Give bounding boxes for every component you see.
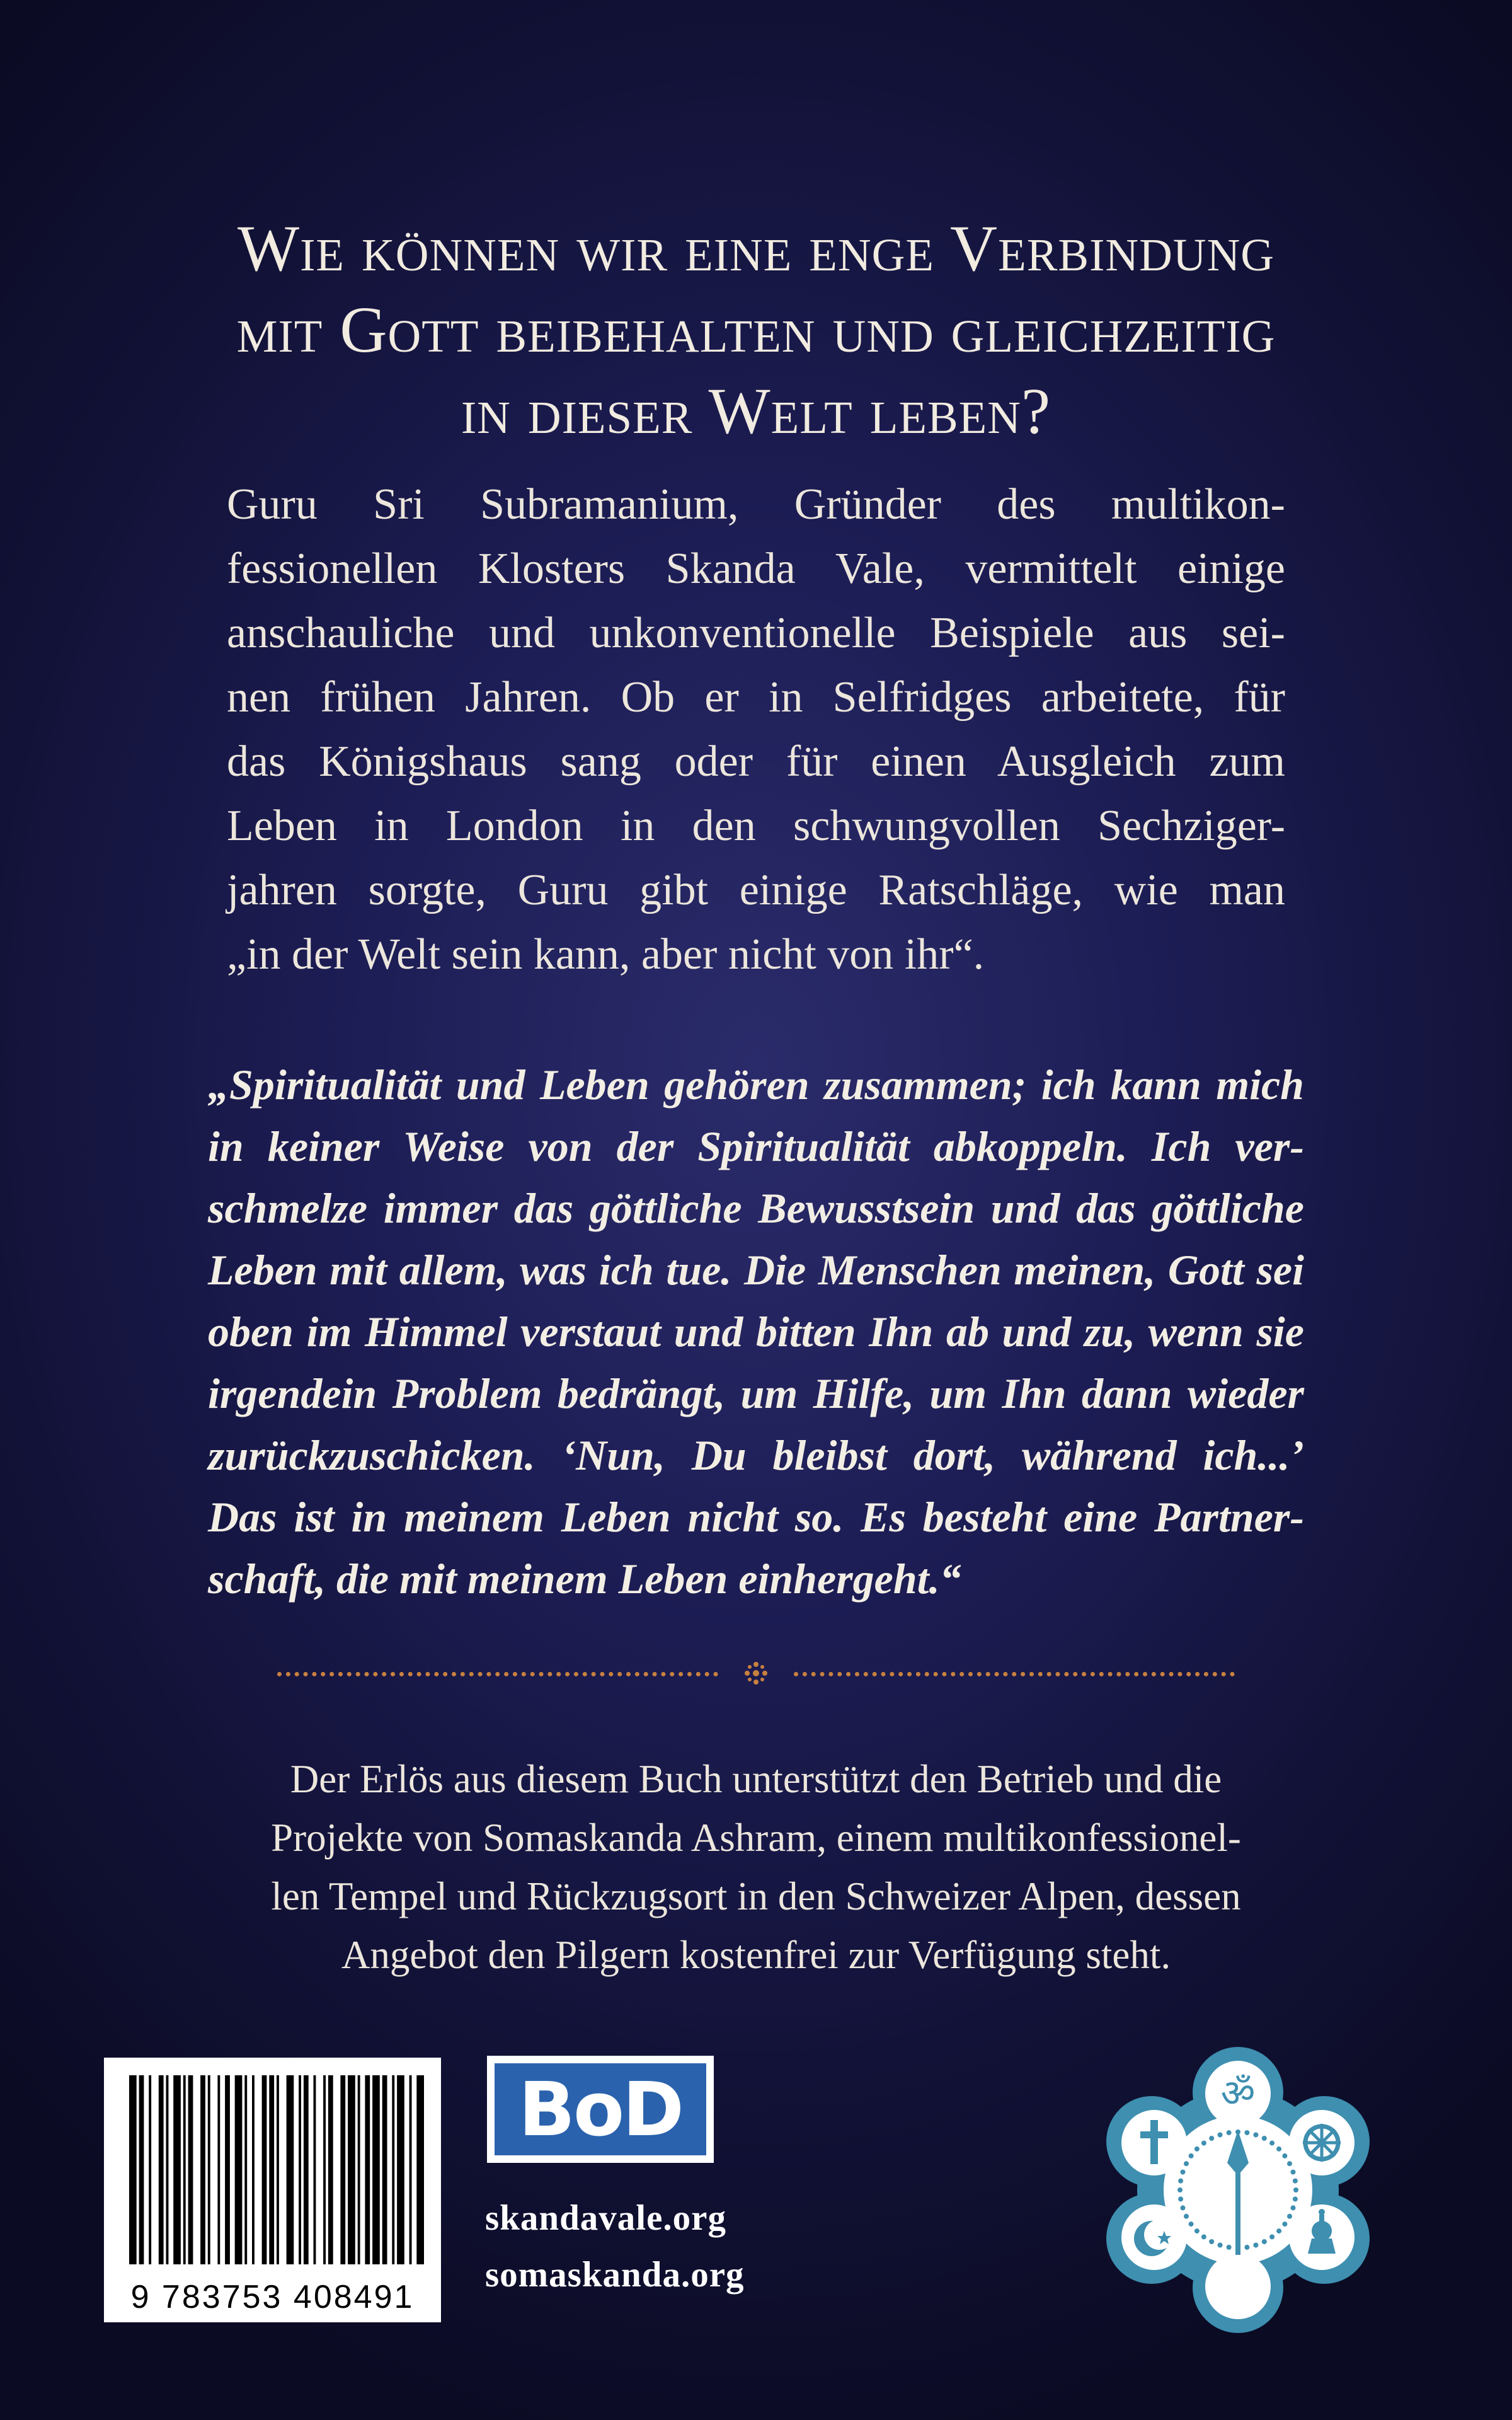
flower-ornament-icon [737,1657,775,1689]
footer-line: Der Erlös aus diesem Buch unterstützt den Betrieb und die [290,1757,1222,1801]
heading-line: Wie können wir eine enge Verbindung [237,212,1275,285]
description-line: jahren sorgte, Guru gibt einige Ratschläge, wie man [227,866,1285,914]
isbn-barcode [104,2058,441,2322]
om-icon [1221,2071,1256,2116]
website-link: skandavale.org [485,2198,726,2238]
description-line: Leben in London in den schwungvollen Sechziger- [227,802,1285,850]
website-list [485,2190,745,2303]
divider-dots-left [277,1672,718,1676]
quote-line: Leben mit allem, was ich tue. Die Menschen meinen, Gott sei [208,1246,1304,1294]
heading-line: in dieser Welt leben? [461,375,1051,447]
quote-line: oben im Himmel verstaut und bitten Ihn ab und zu, wenn sie [208,1308,1304,1356]
website-link: somaskanda.org [485,2255,745,2295]
cover-heading [0,208,1512,452]
quote-line: Das ist in meinem Leben nicht so. Es besteht eine Partner- [208,1493,1304,1541]
dharma-wheel-icon [1303,2124,1341,2162]
heading-line: mit Gott beibehalten und gleichzeitig [236,294,1276,366]
description-line: das Königshaus sang oder für einen Ausgleich zum [227,737,1285,786]
guru-quote [208,1054,1304,1610]
publisher-logo [487,2056,714,2163]
multifaith-lotus-emblem [1090,2042,1386,2338]
quote-line: „Spiritualität und Leben gehören zusammen; ich kann mich [208,1061,1304,1109]
footer-line: Angebot den Pilgern kostenfrei zur Verfügung steht. [341,1933,1171,1977]
footer-line: Projekte von Somaskanda Ashram, einem multikonfessionel- [271,1816,1241,1860]
description-line: Guru Sri Subramanium, Gründer des multikon- [227,480,1285,529]
svg-text:ॐ: ॐ [1220,2071,1256,2116]
barcode-bars [104,2058,441,2272]
ornamental-divider [277,1657,1235,1689]
quote-line: in keiner Weise von der Spiritualität abkoppeln. Ich ver- [208,1122,1304,1170]
description-line: „in der Welt sein kann, aber nicht von ihr“. [227,930,985,979]
proceeds-note [0,1750,1512,1985]
description-line: nen frühen Jahren. Ob er in Selfridges arbeitete, für [227,673,1285,722]
quote-line: schmelze immer das göttliche Bewusstsein und das göttliche [208,1184,1304,1232]
publisher-logo-text: BoD [495,2063,706,2155]
divider-dots-right [794,1672,1235,1676]
description-line: fessionellen Klosters Skanda Vale, vermittelt einige [227,544,1285,593]
footer-line: len Tempel und Rückzugsort in den Schweizer Alpen, dessen [271,1874,1241,1918]
description-line: anschauliche und unkonventionelle Beispiele aus sei- [227,609,1285,657]
quote-line: irgendein Problem bedrängt, um Hilfe, um Ihn dann wieder [208,1369,1304,1417]
isbn-number: 9 783753 408491 [130,2279,415,2315]
book-description [227,473,1285,987]
quote-line: zurückzuschicken. ‘Nun, Du bleibst dort, während ich...’ [208,1431,1304,1479]
quote-line: schaft, die mit meinem Leben einhergeht.“ [208,1555,961,1603]
